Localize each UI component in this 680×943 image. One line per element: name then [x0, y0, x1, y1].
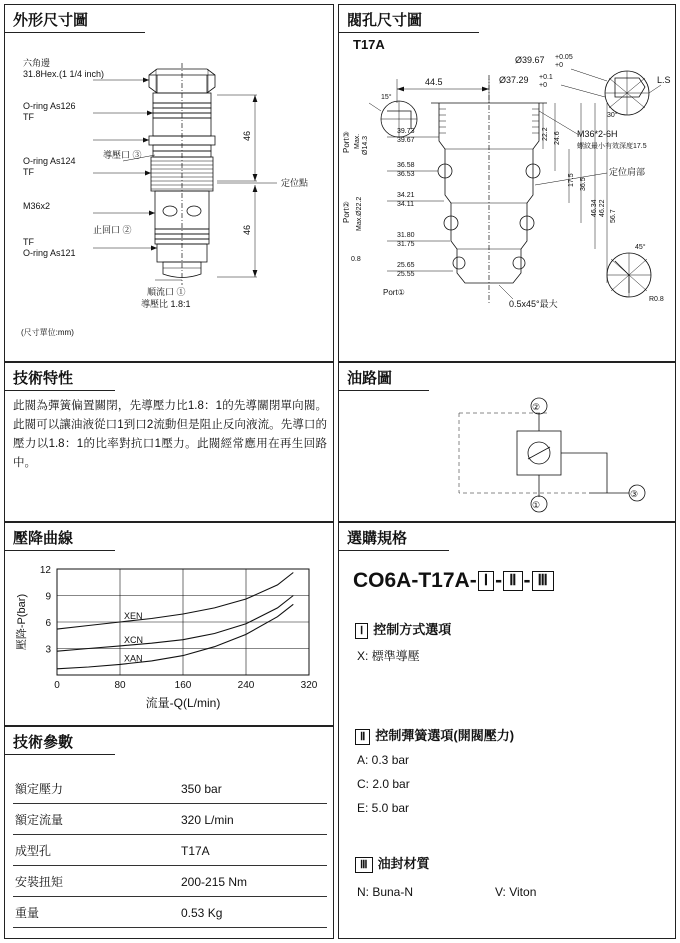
dim-4622: 46.22: [599, 199, 606, 217]
chart-xtick: 0: [54, 680, 60, 691]
param-value: 0.53 Kg: [125, 897, 327, 928]
param-value: 200-215 Nm: [125, 866, 327, 897]
label-thread-spec: M36*2-6H: [577, 129, 618, 139]
dim-222: 22.2: [542, 127, 549, 141]
panel-title-order: 選購規格: [347, 530, 408, 547]
dim-3411: 34.11: [397, 201, 414, 208]
param-key: 額定流量: [13, 804, 125, 835]
order-section-1-numeral: Ⅰ: [355, 623, 368, 639]
panel-technical-parameters: [4, 726, 334, 939]
pressure-drop-chart: [11, 555, 331, 723]
order-section-2-numeral: Ⅱ: [355, 729, 370, 745]
dim-175: 17.5: [568, 173, 575, 187]
order-prefix: CO6A-T17A-: [353, 569, 477, 592]
panel-technical-features: [4, 362, 334, 522]
label-tf1: TF: [23, 112, 34, 122]
order-segment-1: Ⅰ: [478, 571, 494, 591]
order-section-3-item-1: V: Viton: [495, 885, 537, 899]
table-row: [13, 866, 327, 897]
chart-ytick: 6: [45, 618, 51, 629]
order-section-1-item-0: X: 標準導壓: [357, 649, 420, 663]
param-value: 350 bar: [125, 773, 327, 804]
chart-xtick: 240: [237, 680, 255, 691]
label-locate-point: 定位點: [281, 178, 309, 188]
dim-2555: 25.55: [397, 271, 415, 278]
chart-series-label: XCN: [124, 634, 144, 645]
dim-4634: 46.34: [591, 199, 598, 217]
panel-title-cavity: 閥孔尺寸圖: [347, 12, 423, 29]
dim-3421: 34.21: [397, 192, 415, 199]
table-row: [13, 804, 327, 835]
label-port2: Port②: [342, 201, 351, 223]
parameters-table: [13, 773, 327, 928]
panel-ordering-code: [338, 522, 676, 939]
chart-xtick: 320: [300, 680, 318, 691]
order-section-1-head: Ⅰ 控制方式選項: [355, 619, 451, 639]
label-ls: L.S: [657, 75, 671, 85]
label-unit: (尺寸單位:mm): [21, 328, 74, 337]
chart-xtick: 80: [114, 680, 126, 691]
order-section-2-item-2: E: 5.0 bar: [357, 801, 410, 815]
tech-features-body: 此閥為彈簧偏置關閉，先導壓力比1.8：1的先導關閉單向閥。此閥可以讓油液從口1到口2流動但是阻止反向液流。先導口的壓力以1.8：1的比率對抗口1壓力。此閥經常應用在再生回路中。: [13, 400, 327, 469]
label-hex-line2: 31.8Hex.(1 1/4 inch): [23, 69, 105, 79]
label-port1: Port①: [383, 288, 405, 297]
label-oring121: O-ring As121: [23, 248, 76, 258]
dim-bottom-46: 46: [242, 224, 252, 235]
dim-2565: 25.65: [397, 262, 415, 269]
panel-outline-dimensions: [4, 4, 334, 362]
label-tf3: TF: [23, 237, 34, 247]
dim-44-5: 44.5: [425, 77, 443, 87]
dim-3653: 36.53: [397, 171, 415, 178]
chart-series-label: XAN: [124, 653, 143, 664]
circuit-port-1: ①: [531, 500, 541, 510]
param-key: 成型孔: [13, 835, 125, 866]
circuit-port-2: ②: [531, 402, 541, 412]
panel-title-curve: 壓降曲線: [13, 530, 74, 547]
panel-pressure-drop-chart: [4, 522, 334, 726]
panel-title-circuit: 油路圖: [347, 370, 393, 387]
label-deg45: 45°: [635, 244, 646, 251]
label-port3: Port③: [342, 131, 351, 153]
label-chamfer: 0.5x45°最大: [509, 299, 558, 309]
order-section-3-item-0: N: Buna-N: [357, 885, 414, 899]
dim-d3967-tol-lo: +0: [555, 62, 563, 69]
dim-3180: 31.80: [397, 232, 415, 239]
param-value: 320 L/min: [125, 804, 327, 835]
order-segment-3: Ⅲ: [532, 571, 554, 591]
label-hex-line1: 六角邊: [23, 58, 51, 68]
dim-3175: 31.75: [397, 241, 415, 248]
chart-ytick: 3: [45, 644, 51, 656]
label-deg30: 30°: [607, 112, 618, 119]
order-segment-2: Ⅱ: [503, 571, 522, 591]
dim-d3967: Ø39.67: [515, 55, 545, 65]
circuit-diagram: [339, 393, 675, 521]
label-pilot-port: 導壓口 ③: [103, 150, 142, 160]
dim-567: 56.7: [610, 209, 617, 223]
chart-xlabel: 流量-Q(L/min): [145, 696, 221, 710]
panel-cavity-dimensions: [338, 4, 676, 362]
label-tf2: TF: [23, 167, 34, 177]
param-key: 安裝扭矩: [13, 866, 125, 897]
table-row: [13, 897, 327, 928]
label-flow-port: 順流口 ①: [147, 287, 186, 297]
label-check-port: 止回口 ②: [93, 225, 132, 235]
panel-title-params: 技術參數: [13, 734, 74, 751]
table-row: [13, 835, 327, 866]
dim-3967b: 39.67: [397, 137, 415, 144]
order-section-3-head: Ⅲ 油封材質: [355, 853, 430, 873]
param-value: T17A: [125, 835, 327, 866]
chart-series-label: XEN: [124, 611, 143, 621]
dim-3658: 36.58: [397, 162, 415, 169]
order-sep-1: -: [495, 569, 503, 592]
order-sep-2: -: [523, 569, 531, 592]
label-thread-m36: M36x2: [23, 201, 51, 211]
label-pilot-ratio: 導壓比 1.8:1: [141, 299, 191, 309]
dim-d3729-tol-up: +0.1: [539, 74, 553, 81]
label-thread-note: 螺紋最小有效深度17.5: [577, 143, 647, 150]
dim-d3729-tol-lo: +0: [539, 82, 547, 89]
chart-ylabel: 壓降-P(bar): [16, 593, 28, 651]
chart-xtick: 160: [174, 680, 192, 691]
panel-hydraulic-symbol: [338, 362, 676, 522]
label-port3-max: Max.: [354, 133, 361, 149]
label-r08: R0.8: [649, 296, 664, 303]
label-shoulder: 定位肩部: [609, 167, 646, 177]
label-port3-dia: Ø14.3: [362, 135, 369, 155]
order-section-2-item-1: C: 2.0 bar: [357, 777, 410, 791]
param-key: 重量: [13, 897, 125, 928]
order-section-3-numeral: Ⅲ: [355, 857, 373, 873]
table-row: [13, 773, 327, 804]
chart-ytick: 12: [39, 565, 51, 576]
dim-365: 36.5: [580, 177, 587, 191]
label-oring124: O-ring As124: [23, 156, 76, 166]
order-section-2-head: Ⅱ 控制彈簧選項(開閥壓力): [355, 725, 514, 745]
param-key: 額定壓力: [13, 773, 125, 804]
panel-title-outline: 外形尺寸圖: [13, 12, 89, 29]
dim-d3729: Ø37.29: [499, 75, 529, 85]
label-deg15: 15°: [381, 94, 392, 101]
chart-ytick: 9: [45, 591, 51, 603]
order-section-2-item-0: A: 0.3 bar: [357, 753, 410, 767]
dim-d3967-tol-up: +0.05: [555, 54, 573, 61]
panel-title-tech: 技術特性: [13, 370, 74, 387]
cavity-model: T17A: [353, 37, 385, 52]
label-oring126: O-ring As126: [23, 101, 76, 111]
dim-246: 24.6: [554, 131, 561, 145]
circuit-port-3: ③: [629, 489, 639, 499]
outline-drawing: [5, 33, 333, 363]
label-08: 0.8: [351, 256, 361, 263]
cavity-drawing: [339, 45, 675, 365]
dim-3973: 39.73: [397, 128, 415, 135]
dim-top-46: 46: [242, 130, 252, 141]
label-port2-dia: Max.Ø22.2: [356, 196, 363, 231]
ordering-code: [353, 569, 555, 593]
